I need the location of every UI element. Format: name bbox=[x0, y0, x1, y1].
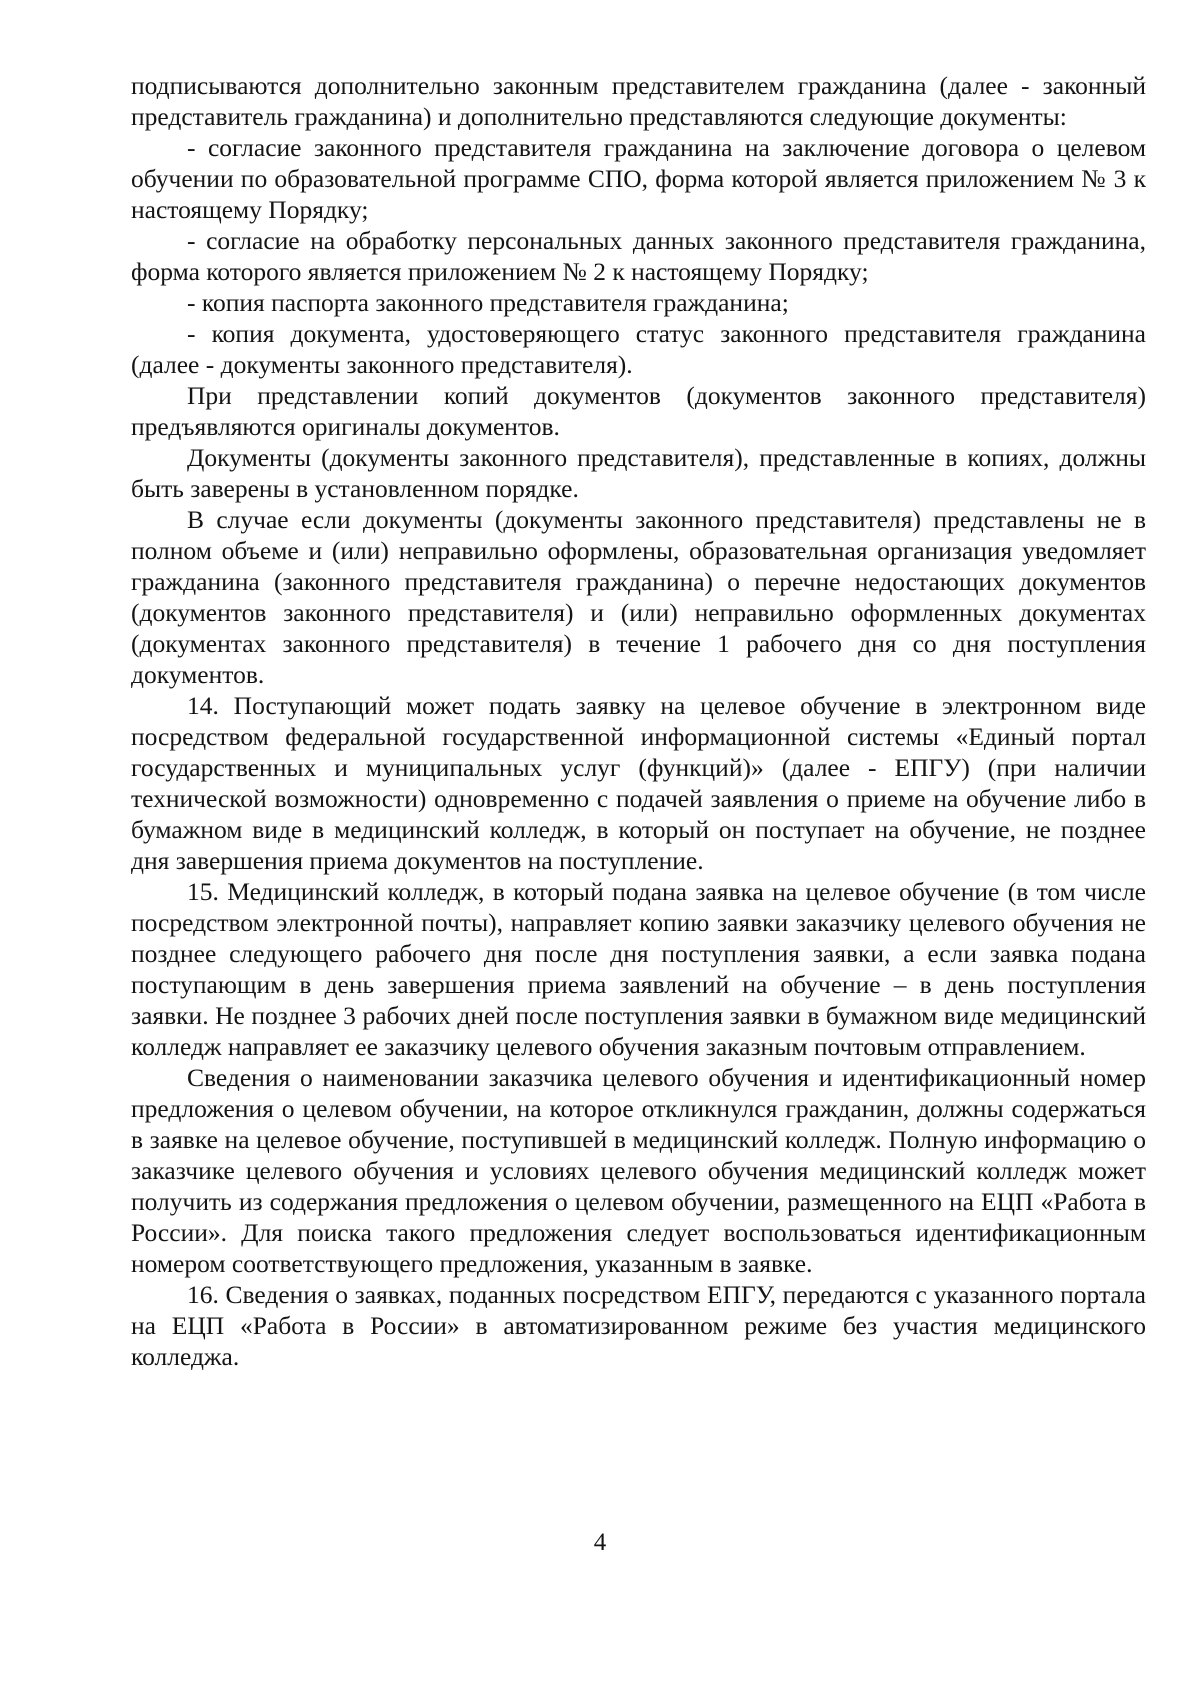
paragraph-continuation: подписываются дополнительно законным представителем гражданина (далее - законный представитель гражданина) и дополнительно представляются следующие документы: bbox=[131, 71, 1146, 131]
document-body bbox=[131, 70, 1146, 1372]
paragraph-item-16: 16. Сведения о заявках, поданных посредством ЕПГУ, передаются с указанного портала на ЕЦП «Работа в России» в автоматизированном режиме без участия медицинского колледжа. bbox=[131, 1280, 1146, 1371]
page-number: 4 bbox=[593, 1529, 607, 1556]
paragraph-item-14: 14. Поступающий может подать заявку на целевое обучение в электронном виде посредством федеральной государственной информационной системы «Единый портал государственных и муниципальных услуг (функций)» (далее - ЕПГУ) (при наличии технической возможности) одновременно с подачей заявления о приеме на обучение либо в бумажном виде в медицинский колледж, в который он поступает на обучение, не позднее дня завершения приема документов на поступление. bbox=[131, 691, 1146, 875]
list-item-consent-personal-data: - согласие на обработку персональных данных законного представителя гражданина, форма которого является приложением № 2 к настоящему Порядку; bbox=[131, 226, 1146, 286]
list-item-consent-contract: - согласие законного представителя гражданина на заключение договора о целевом обучении по образовательной программе СПО, форма которой является приложением № 3 к настоящему Порядку; bbox=[131, 133, 1146, 224]
paragraph-incomplete-documents: В случае если документы (документы законного представителя) представлены не в полном объеме и (или) неправильно оформлены, образовательная организация уведомляет гражданина (законного представителя гражданина) о перечне недостающих документов (документов законного представителя) и (или) неправильно оформленных документах (документах законного представителя) в течение 1 рабочего дня со дня поступления документов. bbox=[131, 505, 1146, 689]
paragraph-item-15: 15. Медицинский колледж, в который подана заявка на целевое обучение (в том числе посредством электронной почты), направляет копию заявки заказчику целевого обучения не позднее следующего рабочего дня после дня поступления заявки, а если заявка подана поступающим в день завершения приема заявлений на обучение – в день поступления заявки. Не позднее 3 рабочих дней после поступления заявки в бумажном виде медицинский колледж направляет ее заказчику целевого обучения заказным почтовым отправлением. bbox=[131, 877, 1146, 1061]
paragraph-certified-copies: Документы (документы законного представителя), представленные в копиях, должны быть заверены в установленном порядке. bbox=[131, 443, 1146, 503]
paragraph-originals: При представлении копий документов (документов законного представителя) предъявляются оригиналы документов. bbox=[131, 381, 1146, 441]
list-item-status-document: - копия документа, удостоверяющего статус законного представителя гражданина (далее - документы законного представителя). bbox=[131, 319, 1146, 379]
paragraph-customer-info: Сведения о наименовании заказчика целевого обучения и идентификационный номер предложения о целевом обучении, на которое откликнулся гражданин, должны содержаться в заявке на целевое обучение, поступившей в медицинский колледж. Полную информацию о заказчике целевого обучения и условиях целевого обучения медицинский колледж может получить из содержания предложения о целевом обучении, размещенного на ЕЦП «Работа в России». Для поиска такого предложения следует воспользоваться идентификационным номером соответствующего предложения, указанным в заявке. bbox=[131, 1063, 1146, 1278]
list-item-passport-copy: - копия паспорта законного представителя гражданина; bbox=[187, 288, 789, 317]
